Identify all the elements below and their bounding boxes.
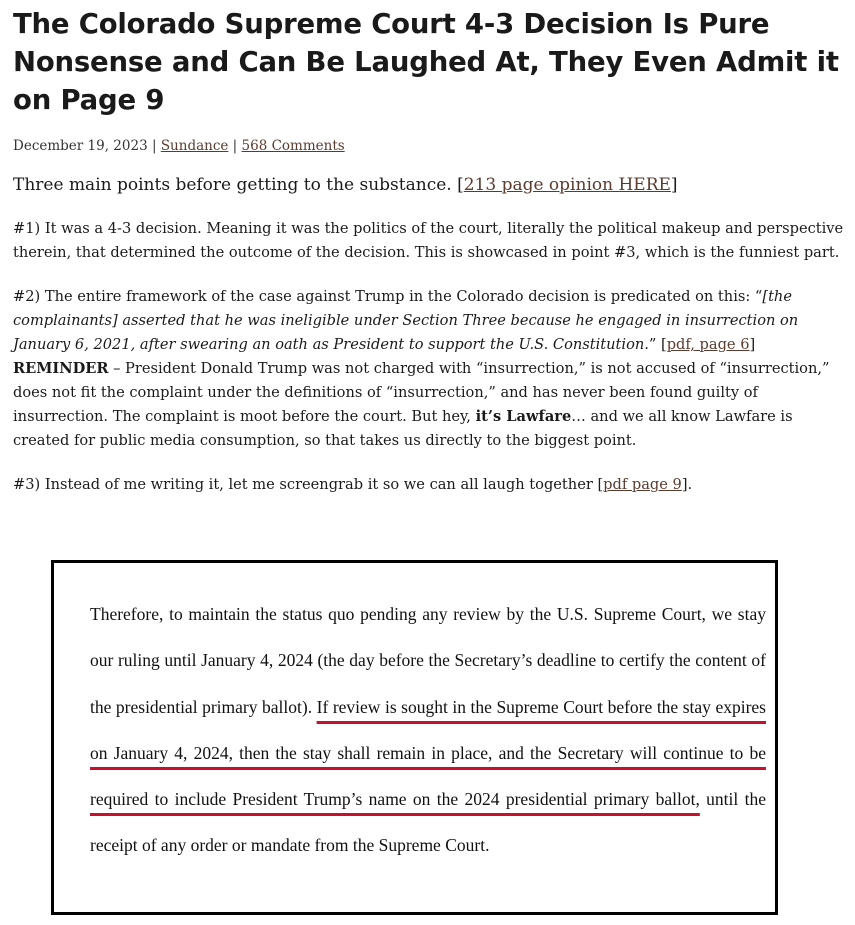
author-link[interactable]: Sundance (160, 138, 229, 154)
point-2-close: ] (749, 336, 756, 353)
ruling-text-plain: Therefore, to maintain the status quo pending any review by the U.S. Supreme Court, we stay our ruling until January 4, 2024 (the day before the Secretary’s deadline to certify the content of the presidential primary ballot). (90, 604, 766, 717)
article-title: The Colorado Supreme Court 4-3 Decision Is Pure Nonsense and Can Be Laughed At, They Even Admit it on Page 9 (13, 8, 839, 116)
ruling-text-underlined: If review is sought in the Supreme Court before the stay expires on January 4, 2024, then the stay shall remain in place, and the Secretary will continue to be required to include President Trump’s name on the 2024 presidential primary ballot, (90, 696, 766, 810)
meta-separator: | (228, 138, 242, 154)
article-date: December 19, 2023 (13, 138, 148, 154)
point-2-quote: [the complainants] asserted that he was ineligible under Section Three because he engaged in insurrection on January 6, 2021, after swearing an oath as President to support the U.S. Constitution. (13, 288, 799, 353)
lead-text: Three main points before getting to the substance. [ (13, 175, 464, 195)
screengrab-text (90, 591, 766, 869)
court-ruling-screengrab (51, 560, 778, 915)
point-1: #1) It was a 4-3 decision. Meaning it was the politics of the court, literally the political makeup and perspective therein, that determined the outcome of the decision. This is showcased in point #3, which is the funniest part. (13, 220, 844, 261)
meta-separator: | (147, 138, 161, 154)
point-3-text: #3) Instead of me writing it, let me screengrab it so we can all laugh together [ (13, 476, 604, 493)
point-3 (13, 473, 845, 497)
article-meta (13, 136, 845, 156)
reminder-end: … and we all know Lawfare is created for public media consumption, so that takes us directly to the biggest point. (13, 408, 793, 449)
ruling-text-end: until the receipt of any order or mandate from the Supreme Court. (90, 789, 766, 856)
point-2-intro: #2) The entire framework of the case against Trump in the Colorado decision is predicated on this: “ (13, 288, 763, 305)
pdf-page-9-link[interactable]: pdf page 9 (603, 476, 682, 493)
pdf-page-6-link[interactable]: pdf, page 6 (666, 336, 750, 353)
comments-link[interactable]: 568 Comments (241, 138, 345, 154)
lead-paragraph (13, 173, 845, 197)
article (13, 0, 845, 497)
opinion-link[interactable]: 213 page opinion HERE (463, 175, 671, 195)
reminder-label: REMINDER (13, 360, 109, 377)
point-2-mid: ” [ (648, 336, 667, 353)
lead-close: ] (670, 175, 678, 195)
reminder-text: – President Donald Trump was not charged with “insurrection,” is not accused of “insurrection,” does not fit the complaint under the definitions of “insurrection,” and has never been found guilty of insurrection. The complaint is moot before the court. But hey, (13, 360, 830, 425)
point-2 (13, 285, 845, 453)
lawfare-bold: it’s Lawfare (475, 408, 572, 425)
point-3-close: ]. (681, 476, 693, 493)
